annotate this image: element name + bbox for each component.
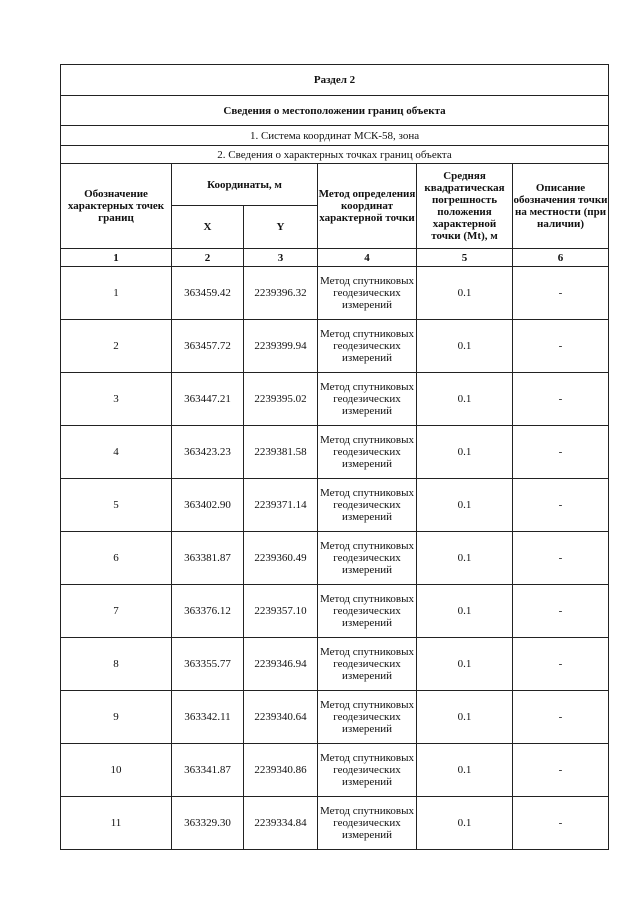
y-coordinate-cell: 2239357.10 bbox=[244, 585, 318, 638]
section-subtitle: Сведения о местоположении границ объекта bbox=[61, 96, 609, 126]
mean-error-cell: 0.1 bbox=[417, 585, 513, 638]
x-coordinate-cell: 363459.42 bbox=[172, 267, 244, 320]
description-cell: - bbox=[513, 320, 609, 373]
header-y: Y bbox=[244, 206, 318, 249]
table-row bbox=[61, 267, 609, 320]
mean-error-cell: 0.1 bbox=[417, 797, 513, 850]
y-coordinate-cell: 2239381.58 bbox=[244, 426, 318, 479]
description-cell: - bbox=[513, 585, 609, 638]
column-number: 6 bbox=[513, 249, 609, 267]
mean-error-cell: 0.1 bbox=[417, 638, 513, 691]
method-cell: Метод спутниковых геодезических измерений bbox=[318, 585, 417, 638]
y-coordinate-cell: 2239340.86 bbox=[244, 744, 318, 797]
mean-error-cell: 0.1 bbox=[417, 532, 513, 585]
description-cell: - bbox=[513, 373, 609, 426]
x-coordinate-cell: 363457.72 bbox=[172, 320, 244, 373]
section-title: Раздел 2 bbox=[61, 65, 609, 96]
y-coordinate-cell: 2239396.32 bbox=[244, 267, 318, 320]
table-row bbox=[61, 320, 609, 373]
header-x: X bbox=[172, 206, 244, 249]
table-row bbox=[61, 797, 609, 850]
method-cell: Метод спутниковых геодезических измерений bbox=[318, 744, 417, 797]
method-cell: Метод спутниковых геодезических измерений bbox=[318, 373, 417, 426]
column-number: 5 bbox=[417, 249, 513, 267]
x-coordinate-cell: 363329.30 bbox=[172, 797, 244, 850]
point-number-cell: 11 bbox=[61, 797, 172, 850]
x-coordinate-cell: 363355.77 bbox=[172, 638, 244, 691]
header-mean-error: Средняя квадратическая погрешность положения характерной точки (Mt), м bbox=[417, 164, 513, 249]
method-cell: Метод спутниковых геодезических измерений bbox=[318, 638, 417, 691]
table-row bbox=[61, 426, 609, 479]
table-row bbox=[61, 744, 609, 797]
description-cell: - bbox=[513, 267, 609, 320]
table-row bbox=[61, 638, 609, 691]
mean-error-cell: 0.1 bbox=[417, 267, 513, 320]
description-cell: - bbox=[513, 532, 609, 585]
table-row bbox=[61, 585, 609, 638]
column-number: 3 bbox=[244, 249, 318, 267]
y-coordinate-cell: 2239346.94 bbox=[244, 638, 318, 691]
point-number-cell: 1 bbox=[61, 267, 172, 320]
y-coordinate-cell: 2239334.84 bbox=[244, 797, 318, 850]
point-number-cell: 8 bbox=[61, 638, 172, 691]
x-coordinate-cell: 363447.21 bbox=[172, 373, 244, 426]
description-cell: - bbox=[513, 797, 609, 850]
x-coordinate-cell: 363341.87 bbox=[172, 744, 244, 797]
header-coordinates: Координаты, м bbox=[172, 164, 318, 206]
table-row bbox=[61, 373, 609, 426]
point-number-cell: 6 bbox=[61, 532, 172, 585]
point-number-cell: 9 bbox=[61, 691, 172, 744]
point-number-cell: 10 bbox=[61, 744, 172, 797]
x-coordinate-cell: 363402.90 bbox=[172, 479, 244, 532]
method-cell: Метод спутниковых геодезических измерений bbox=[318, 320, 417, 373]
header-description: Описание обозначения точки на местности (при наличии) bbox=[513, 164, 609, 249]
mean-error-cell: 0.1 bbox=[417, 426, 513, 479]
x-coordinate-cell: 363423.23 bbox=[172, 426, 244, 479]
method-cell: Метод спутниковых геодезических измерений bbox=[318, 267, 417, 320]
mean-error-cell: 0.1 bbox=[417, 691, 513, 744]
method-cell: Метод спутниковых геодезических измерений bbox=[318, 691, 417, 744]
column-number: 1 bbox=[61, 249, 172, 267]
point-number-cell: 3 bbox=[61, 373, 172, 426]
header-point-designation: Обозначение характерных точек границ bbox=[61, 164, 172, 249]
method-cell: Метод спутниковых геодезических измерений bbox=[318, 532, 417, 585]
mean-error-cell: 0.1 bbox=[417, 479, 513, 532]
points-section-heading: 2. Сведения о характерных точках границ объекта bbox=[61, 146, 609, 164]
column-number: 2 bbox=[172, 249, 244, 267]
x-coordinate-cell: 363376.12 bbox=[172, 585, 244, 638]
table-row bbox=[61, 691, 609, 744]
coordinate-system-line: 1. Система координат МСК-58, зона bbox=[61, 126, 609, 146]
y-coordinate-cell: 2239395.02 bbox=[244, 373, 318, 426]
method-cell: Метод спутниковых геодезических измерений bbox=[318, 797, 417, 850]
description-cell: - bbox=[513, 638, 609, 691]
point-number-cell: 7 bbox=[61, 585, 172, 638]
table-row bbox=[61, 479, 609, 532]
point-number-cell: 4 bbox=[61, 426, 172, 479]
boundary-points-table bbox=[60, 64, 609, 850]
description-cell: - bbox=[513, 691, 609, 744]
point-number-cell: 5 bbox=[61, 479, 172, 532]
description-cell: - bbox=[513, 479, 609, 532]
method-cell: Метод спутниковых геодезических измерений bbox=[318, 479, 417, 532]
mean-error-cell: 0.1 bbox=[417, 320, 513, 373]
x-coordinate-cell: 363342.11 bbox=[172, 691, 244, 744]
mean-error-cell: 0.1 bbox=[417, 744, 513, 797]
y-coordinate-cell: 2239360.49 bbox=[244, 532, 318, 585]
method-cell: Метод спутниковых геодезических измерений bbox=[318, 426, 417, 479]
y-coordinate-cell: 2239340.64 bbox=[244, 691, 318, 744]
x-coordinate-cell: 363381.87 bbox=[172, 532, 244, 585]
y-coordinate-cell: 2239371.14 bbox=[244, 479, 318, 532]
column-number: 4 bbox=[318, 249, 417, 267]
description-cell: - bbox=[513, 744, 609, 797]
mean-error-cell: 0.1 bbox=[417, 373, 513, 426]
header-method: Метод определения координат характерной точки bbox=[318, 164, 417, 249]
point-number-cell: 2 bbox=[61, 320, 172, 373]
description-cell: - bbox=[513, 426, 609, 479]
y-coordinate-cell: 2239399.94 bbox=[244, 320, 318, 373]
table-row bbox=[61, 532, 609, 585]
